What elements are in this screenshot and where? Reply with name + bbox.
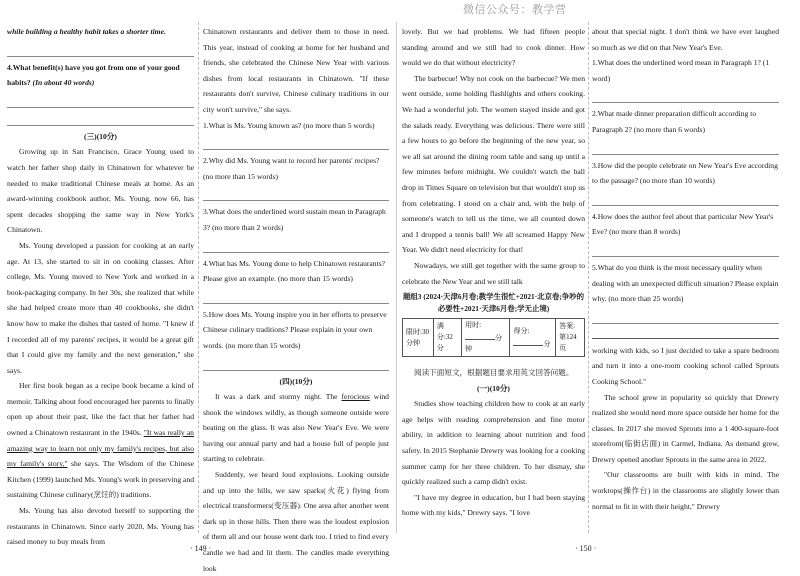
- question-3: 3.What does the underlined word sustain mean in Paragraph 3? (no more than 2 words): [203, 207, 386, 232]
- paragraph: "Our classrooms are built with kids in mind. The worktops(操作台) in the classrooms are slightly lower than normal to fit in with their height," Drewry: [592, 470, 779, 511]
- paragraph: working with kids, so I just decided to take a spare bedroom and turn it into a one-room cooking school called Sprouts Cooking School.": [592, 345, 779, 386]
- question-4: 4.How does the author feel about that particular New Year's Eve? (no more than 8 words): [592, 211, 774, 237]
- page-number-right: · 150 ·: [575, 544, 597, 554]
- paragraph: Nowadays, we still get together with the same group to celebrate the New Year and we still talk: [402, 260, 585, 286]
- paragraph: Chinatown restaurants and deliver them to those in need. This year, instead of cooking at home for her husband and friends, she celebrated the Chinese New Year with various dishes from local restaurants in Chinatown. "If these restaurants don't survive, Chinese culinary traditions in our city won't survive," she says.: [203, 27, 389, 114]
- answer-page: 答案:第124页: [556, 319, 585, 357]
- paragraph: Growing up in San Francisco, Grace Young used to watch her father shop daily in Chinatown for whatever he needed to make traditional Chinese meals at home. As an award-winning cookbook author, Ms. Young, now 66, has spent decades shopping the same way in New York's Chinatown.: [7, 147, 194, 235]
- answer-line[interactable]: [592, 242, 779, 257]
- paragraph: The school grew in popularity so quickly that Drewry realized she would need more space outside her home for the classes. In 2017 she moved Sprouts into a 1 400-square-foot storefront(临街店面) in Carmel, Indiana. As demand grew, Drewry opened another Sprouts in the same area in 2022.: [592, 392, 779, 464]
- paragraph: Studies show teaching children how to cook at an early age helps with reading comprehension and fine motor ability, in addition to learning about nutrition and food safety. In 2015 Stephanie Drewry was looking for a cooking summer camp for her three children. To her dismay, she quickly realized such a camp didn't exist.: [402, 399, 585, 487]
- paragraph: about that special night. I don't think we have ever laughed so much as we did on that New Year's Eve.: [592, 27, 779, 52]
- column-4: [592, 24, 779, 514]
- paragraph: Her first book began as a recipe book became a kind of memoir. Talking about food encouraged her parents to finally open up about their past, like the fact that her father had owned a Chinatown restaurant in the 1940s. "It was really an amazing way to learn not only my family's recipes, but also my family's story," she says. The Wisdom of the Chinese Kitchen (1999) launched Ms. Young's work in preserving and sustaining Chinese culinary(烹饪的) traditions.: [7, 381, 194, 500]
- section-3-title: (三)(10分): [84, 131, 117, 141]
- intro-text: while building a healthy habit takes a shorter time.: [7, 27, 166, 36]
- question-5: 5.What do you think is the most necessary quality when dealing with an unexpected difficult situation? Please explain why. (no more than 25 words): [592, 262, 779, 304]
- answer-line[interactable]: [7, 111, 194, 126]
- answer-line[interactable]: [203, 135, 389, 150]
- question-5: 5.How does Ms. Young inspire you in her efforts to preserve Chinese culinary traditions? Please explain in your own words. (no more than 15 words): [203, 309, 387, 350]
- answer-line[interactable]: [203, 289, 389, 304]
- score-table: [402, 318, 585, 357]
- answer-line[interactable]: [203, 238, 389, 253]
- section-4-title: (四)(10分): [279, 376, 313, 386]
- paragraph: lovely. But we had problems. We had fifteen people standing around and we still had to cook dinner. How would we do that without electricity?: [402, 27, 585, 68]
- answer-line[interactable]: [592, 88, 779, 103]
- section-1-title: (一)(10分): [477, 383, 510, 393]
- answer-line[interactable]: [203, 356, 389, 371]
- instructions: 阅读下面短文，根据题目要求用英文回答问题。: [414, 368, 574, 378]
- answer-line[interactable]: [7, 42, 194, 57]
- column-1: [7, 24, 194, 550]
- group-title: 题组3 (2024·天津6月卷;教学生很忙+2021·北京卷;争吵的必要性+2021·天津6月卷;学无止境): [403, 292, 584, 314]
- answer-line[interactable]: [7, 93, 194, 108]
- question-1: 1.What is Ms. Young known as? (no more than 5 words): [203, 120, 375, 130]
- question-4: 4.What has Ms. Young done to help Chinatown restaurants? Please give an example. (no more than 15 words): [203, 258, 386, 284]
- time-limit: 限时:30分钟: [403, 319, 434, 357]
- question-4: 4.What benefit(s) have you got from one of your good habits? (In about 40 words): [7, 62, 180, 88]
- header-watermark: 微信公众号：教学营: [463, 3, 567, 16]
- answer-line[interactable]: [203, 186, 389, 201]
- score-got[interactable]: 得分:分: [510, 319, 556, 357]
- time-used[interactable]: 用时:分钟: [462, 319, 510, 357]
- column-2: [203, 24, 389, 576]
- paragraph: Suddenly, we heard loud explosions. Looking outside and up into the hills, we saw sparks(火花) flying from electrical transformers(变压器). One area after another went dark up in those hills. Then there was the loudest explosion of them all and our house went dark too. I tried to find every candle we had and lit them. The candles made everything look: [203, 470, 389, 573]
- question-3: 3.How did the people celebrate on New Year's Eve according to the passage? (no more than 10 words): [592, 160, 778, 186]
- paragraph: "I have my degree in education, but I had been staying home with my kids," Drewry says. "I love: [402, 492, 585, 518]
- page-gutter: [396, 22, 397, 533]
- column-3: [402, 24, 585, 521]
- page-number-left: · 149 ·: [190, 544, 212, 554]
- column-divider: [588, 22, 589, 533]
- paragraph: Ms. Young developed a passion for cooking at an early age. At 13, she started to sit in on cooking classes. After college, Ms. Young moved to New York and worked in a book-packaging company. In her 30s, she realized that while she had helped create more than 40 cookbooks, she didn't know how to make the dishes that tasted of home. "I knew if I recorded all of my parents' recipes, it would be a great gift that I could give my family and the next generation," she says.: [7, 240, 194, 375]
- answer-line[interactable]: [592, 140, 779, 155]
- full-score: 满分:32分: [433, 319, 461, 357]
- paragraph: The barbecue! Why not cook on the barbecue? We men went outside, some holding flashlights and others cooking. We had a wonderful job. The women stayed inside and got the salads ready. Everything was delicious. There were still a few hours to go before the beginning of the new year, so we all sat around the dining room table and sang up until a few minutes before midnight. We couldn't watch the ball drop in Times Square on television but that wouldn't stop us from celebrating. I stood on a chair and, with the help of someone's watch to tell us the time, we all counted down and I dropped a tennis ball! We all screamed Happy New Year. We didn't need electricity for that!: [402, 73, 585, 255]
- question-2: 2.What made dinner preparation difficult according to Paragraph 2? (no more than 6 words): [592, 109, 757, 134]
- paragraph: It was a dark and stormy night. The ferocious wind shook the windows wildly, as though someone outside were beating on the glass. It was also New Year's Eve. We were having our annual party and had a house full of people just starting to celebrate.: [203, 392, 389, 464]
- question-2: 2.Why did Ms. Young want to record her parents' recipes? (no more than 15 words): [203, 156, 380, 181]
- column-divider: [198, 22, 199, 533]
- section-divider: [592, 338, 779, 339]
- question-1: 1.What does the underlined word mean in Paragraph 1? (1 word): [592, 58, 770, 83]
- paragraph: Ms. Young has also devoted herself to supporting the restaurants in Chinatown. Since early 2020, Ms. Young has raised money to buy meals from: [7, 506, 194, 547]
- answer-line[interactable]: [592, 309, 779, 324]
- answer-line[interactable]: [592, 191, 779, 206]
